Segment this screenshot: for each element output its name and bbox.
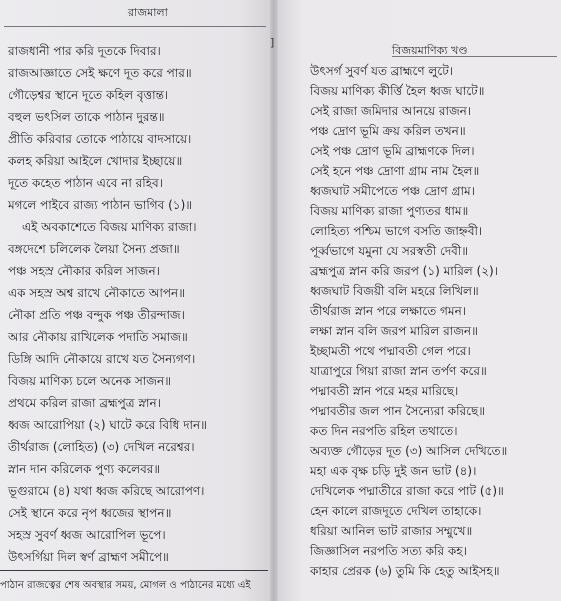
right-verse-line: দেখিলেক পদ্মাতীরে রাজা করে পাট (৫)॥	[310, 484, 504, 498]
right-verse-line: কত দিন নরপতি রহিল তথাতে।	[310, 424, 458, 438]
left-verse-line: সেই স্থানে করে নৃপ ধ্বজের স্থাপন॥	[8, 506, 172, 520]
left-verse-line: গৌড়েশ্বর স্থানে দূতে কহিল বৃত্তান্ত।	[8, 88, 169, 102]
right-verse-line: ধ্বজঘাট বিজয়ী বলি মহরে লিখিল॥	[310, 284, 479, 298]
left-verse-line: নৌকা প্রতি পঞ্চ বন্দুক পঞ্চ তীরন্দাজ।	[8, 308, 185, 322]
left-verse-line: রাজআজ্ঞাতে সেই ক্ষণে দূত করে পার॥	[8, 66, 192, 80]
right-verse-line: পূর্ব্বভাগে যমুনা যে সরস্বতী দেবী॥	[310, 244, 469, 258]
right-verse-line: ধ্বজঘাট সমীপেতে পঞ্চ দ্রোণ গ্রাম।	[310, 184, 475, 198]
left-verse-line: দূতে কহেত পাঠান এবে না রহিব।	[8, 176, 163, 190]
left-head-rule	[4, 26, 266, 27]
left-verse-line: বঙ্গদেশে চলিলেক লৈয়া সৈন্য প্রজা॥	[8, 242, 180, 256]
left-verse-line: বিজয় মাণিক্য চলে অনেক সাজন॥	[8, 374, 171, 388]
right-verse-line: ধরিয়া আনিল ভাট রাজার সম্মুখে॥	[310, 524, 473, 538]
left-verse-line: তীর্থরাজ (লোহিত) (৩) দেখিল নরেশ্বর।	[8, 440, 195, 454]
left-verse-line: প্রীতি করিবার তোকে পাঠায়ে বাদসায়ে।	[8, 132, 192, 146]
right-verse-line: জিজ্ঞাসিল নরপতি সত্য করি কহ।	[310, 544, 467, 558]
left-verse-line: এই অবকাশেতে বিজয় মাণিক্য রাজা।	[22, 220, 197, 234]
left-verse-line: বহুল ভৎসিল তাকে পাঠান দুরন্ত॥	[8, 110, 165, 124]
right-verse-line: পদ্মাবতীর জল পান সৈন্যেরা করিছে॥	[310, 404, 486, 418]
right-verse-line: লোহিত্য পশ্চিম ভাগে বসতি জাহ্নবী।	[310, 224, 483, 238]
left-verse-line: কলহ করিয়া আইলে খোদার ইচ্ছায়ে॥	[8, 154, 183, 168]
left-verse-line: ধ্বজ আরোপিয়া (২) ঘাটে করে বিধি দান॥	[8, 418, 207, 432]
left-verse-line: পঞ্চ সহস্র নৌকার করিল সাজন।	[8, 264, 160, 278]
right-verse-line: উৎসর্গ সুবর্ণ যত ব্রাহ্মণে লুটে।	[310, 64, 454, 78]
left-verse-line: প্রথমে করিল রাজা ব্রহ্মপুত্র স্নান।	[8, 396, 161, 410]
left-verse-line: সহস্র সুবর্ণ ধ্বজ আরোপিল ভূপে।	[8, 528, 166, 542]
right-verse-line: পদ্মাবতী স্নান পরে মহর মারিছে।	[310, 384, 459, 398]
right-verse-line: কাহার প্রেরক (৬) তুমি কি হেতু আইসহ॥	[310, 564, 500, 578]
gutter-mark: ]	[270, 36, 275, 49]
right-verse-line: পঞ্চ দ্রোণ ভূমি ক্রয় করিল তখন॥	[310, 124, 466, 138]
left-verse-line: এক সহস্র অশ্ব রাখে নৌকাতে আপন॥	[8, 286, 186, 300]
right-verse-line: হেন কালে রাজদূতে দেখিল তাহাকে।	[310, 504, 482, 518]
left-verse-line: মগলে পাইবে রাজ্য পাঠান ভাগিব (১)॥	[8, 198, 193, 212]
left-verse-line: উৎসর্গিয়া দিল স্বর্ণ ব্রাহ্মণ সমীপে॥	[8, 550, 169, 564]
right-verse-line: ইচ্ছামতী পথে পদ্মাবতী গেল পরে।	[310, 344, 471, 358]
right-running-head: বিজয়মাণিক্য খণ্ড	[392, 44, 468, 57]
right-head-rule	[392, 56, 557, 57]
left-verse-line: ডিঙ্গি আদি নৌকায়ে রাখে যত সৈন্যগণ।	[8, 352, 196, 366]
right-verse-line: বিজয় মাণিক্য কীর্ত্তি হৈল ধ্বজ ঘাটে॥	[310, 84, 485, 98]
book-gutter	[270, 0, 278, 601]
left-running-head: রাজমালা	[128, 6, 168, 19]
right-verse-line: ব্রহ্মপুত্র স্নান করি জরপ (১) মারিল (২)।	[310, 264, 499, 278]
right-verse-line: সেই হনে পঞ্চ দ্রোণা গ্রাম নাম হৈল॥	[310, 164, 480, 178]
left-verse-line: রাজধানী পার করি দূতকে দিবার।	[8, 44, 161, 58]
right-verse-line: বিজয় মাণিক্য রাজা পুণ্যতর ধাম॥	[310, 204, 469, 218]
footnote: পাঠান রাজত্বের শেষ অবস্থার সময়, মোগল ও পাঠানের মধ্যে এই	[0, 580, 251, 591]
right-verse-line: মহা এক বৃক্ষ চড়ি দুই জন ভাট (৪)।	[310, 464, 477, 478]
left-verse-line: স্নান দান করিলেক পুণ্য কলেবর॥	[8, 462, 161, 476]
right-verse-line: যাত্রাপুরে গিয়া রাজা স্নান তর্পণ করে॥	[310, 364, 487, 378]
footnote-rule	[0, 570, 268, 571]
left-verse-line: আর নৌকায় রাখিলেক পদাতি সমাজ॥	[8, 330, 188, 344]
right-verse-line: সেই পঞ্চ দ্রোণ ভূমি ব্রাহ্মণকে দিল।	[310, 144, 475, 158]
right-verse-line: সেই রাজা জমিদার আনয়ে রাজন।	[310, 104, 472, 118]
right-verse-line: তীর্থরাজ স্নান পরে লক্ষাতে গমন।	[310, 304, 467, 318]
right-verse-line: অব্যক্ত গৌড়ের দূত (৩) আসিল দেখিতে॥	[310, 444, 508, 458]
right-verse-line: লক্ষা স্নান বলি জরপ মারিল রাজন॥	[310, 324, 478, 338]
left-verse-line: ভূগুরামে (৪) যথা ধ্বজ করিছে আরোপণ।	[8, 484, 205, 498]
